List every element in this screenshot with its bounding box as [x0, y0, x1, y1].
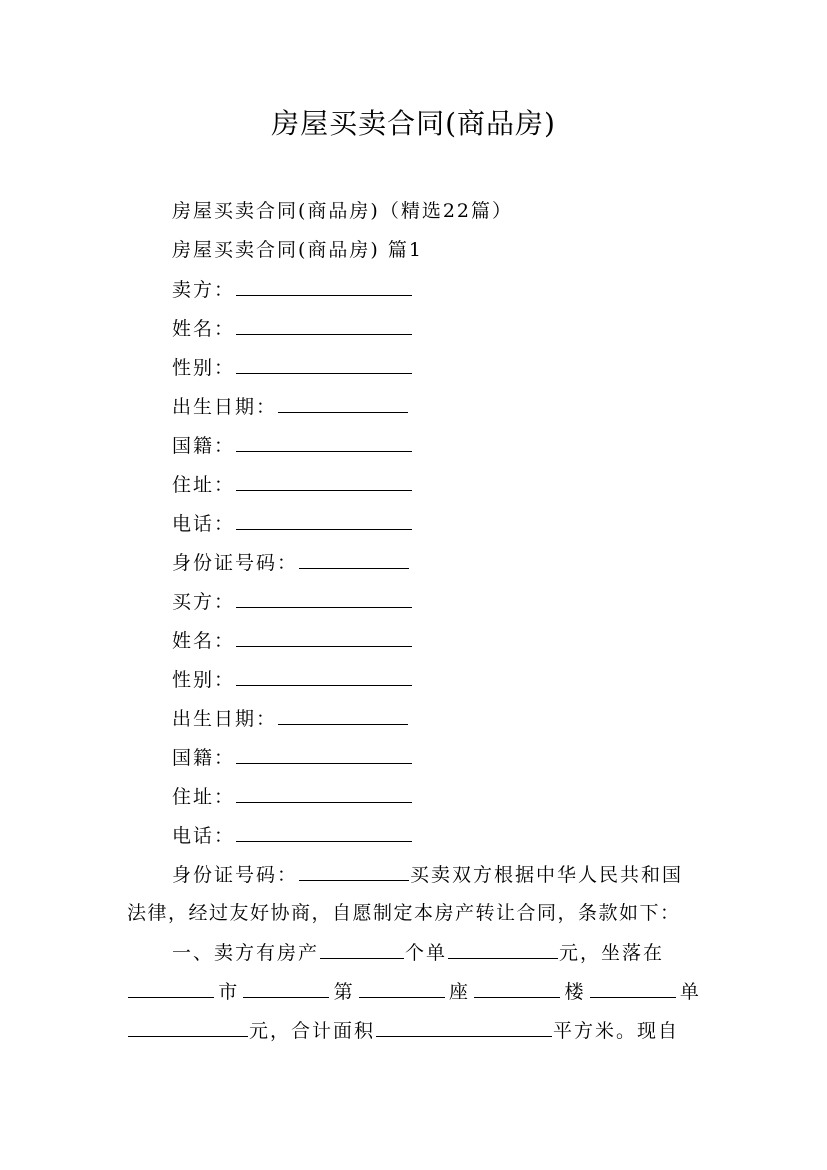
- blank-line: [236, 355, 412, 374]
- blank-line: [278, 394, 408, 413]
- buyer-party-field: [172, 589, 413, 614]
- field-label: 住址：: [172, 474, 236, 496]
- clause-one-line-3: [127, 1018, 679, 1043]
- blank-line: [299, 550, 409, 569]
- field-label: 电话：: [172, 513, 236, 535]
- seller-phone-field: [172, 511, 413, 536]
- seller-nationality-field: [172, 433, 413, 458]
- buyer-nationality-field: [172, 745, 413, 770]
- blank-line: [590, 979, 676, 998]
- clause-text: 单: [679, 981, 701, 1003]
- field-label: 姓名：: [172, 630, 236, 652]
- field-label: 电话：: [172, 825, 236, 847]
- seller-birth-field: [172, 394, 409, 419]
- blank-line: [236, 589, 412, 608]
- blank-line: [236, 784, 412, 803]
- clause-text: 一、卖方有房产: [172, 942, 320, 964]
- blank-line: [278, 706, 408, 725]
- blank-line: [236, 472, 412, 491]
- blank-line: [236, 823, 412, 842]
- field-label: 住址：: [172, 786, 236, 808]
- document-title: 房屋买卖合同(商品房): [271, 107, 556, 140]
- seller-address-field: [172, 472, 413, 497]
- clause-text: 市: [218, 981, 240, 1003]
- blank-line: [376, 1018, 552, 1037]
- blank-line: [236, 316, 412, 335]
- paragraph-line: 法律，经过友好协商，自愿制定本房产转让合同，条款如下：: [127, 902, 681, 924]
- clause-text: 平方米。现自: [553, 1020, 680, 1042]
- blank-line: [236, 628, 412, 647]
- clause-text: 个单: [405, 942, 448, 964]
- blank-line: [128, 1018, 248, 1037]
- blank-line: [243, 979, 329, 998]
- blank-line: [236, 277, 412, 296]
- field-label: 身份证号码：: [172, 864, 299, 886]
- blank-line: [236, 667, 412, 686]
- paragraph-text: 买卖双方根据中华人民共和国: [410, 864, 684, 886]
- clause-one-line-1: [172, 940, 664, 965]
- blank-line: [448, 940, 558, 959]
- buyer-phone-field: [172, 823, 413, 848]
- field-label: 出生日期：: [172, 396, 278, 418]
- field-label: 国籍：: [172, 747, 236, 769]
- seller-name-field: [172, 316, 413, 341]
- clause-text: 元，合计面积: [249, 1020, 376, 1042]
- field-label: 国籍：: [172, 435, 236, 457]
- blank-line: [320, 940, 404, 959]
- clause-text: 第: [333, 981, 355, 1003]
- blank-line: [236, 433, 412, 452]
- field-label: 买方：: [172, 591, 236, 613]
- clause-one-line-2: [127, 979, 701, 1004]
- buyer-address-field: [172, 784, 413, 809]
- seller-id-field: [172, 550, 410, 575]
- blank-line: [359, 979, 445, 998]
- buyer-birth-field: [172, 706, 409, 731]
- seller-party-field: [172, 277, 413, 302]
- field-label: 姓名：: [172, 318, 236, 340]
- blank-line: [236, 745, 412, 764]
- field-label: 性别：: [172, 669, 236, 691]
- seller-gender-field: [172, 355, 413, 380]
- buyer-id-field: [172, 862, 683, 887]
- clause-text: 楼: [564, 981, 586, 1003]
- clause-text: 座: [449, 981, 471, 1003]
- buyer-name-field: [172, 628, 413, 653]
- field-label: 出生日期：: [172, 708, 278, 730]
- clause-text: 元，坐落在: [559, 942, 665, 964]
- blank-line: [128, 979, 214, 998]
- blank-line: [236, 511, 412, 530]
- field-label: 性别：: [172, 357, 236, 379]
- field-label: 身份证号码：: [172, 552, 299, 574]
- buyer-gender-field: [172, 667, 413, 692]
- blank-line: [299, 862, 409, 881]
- section-heading: 房屋买卖合同(商品房) 篇1: [172, 239, 423, 261]
- field-label: 卖方：: [172, 279, 236, 301]
- blank-line: [474, 979, 560, 998]
- document-subtitle: 房屋买卖合同(商品房)（精选22篇）: [172, 200, 514, 222]
